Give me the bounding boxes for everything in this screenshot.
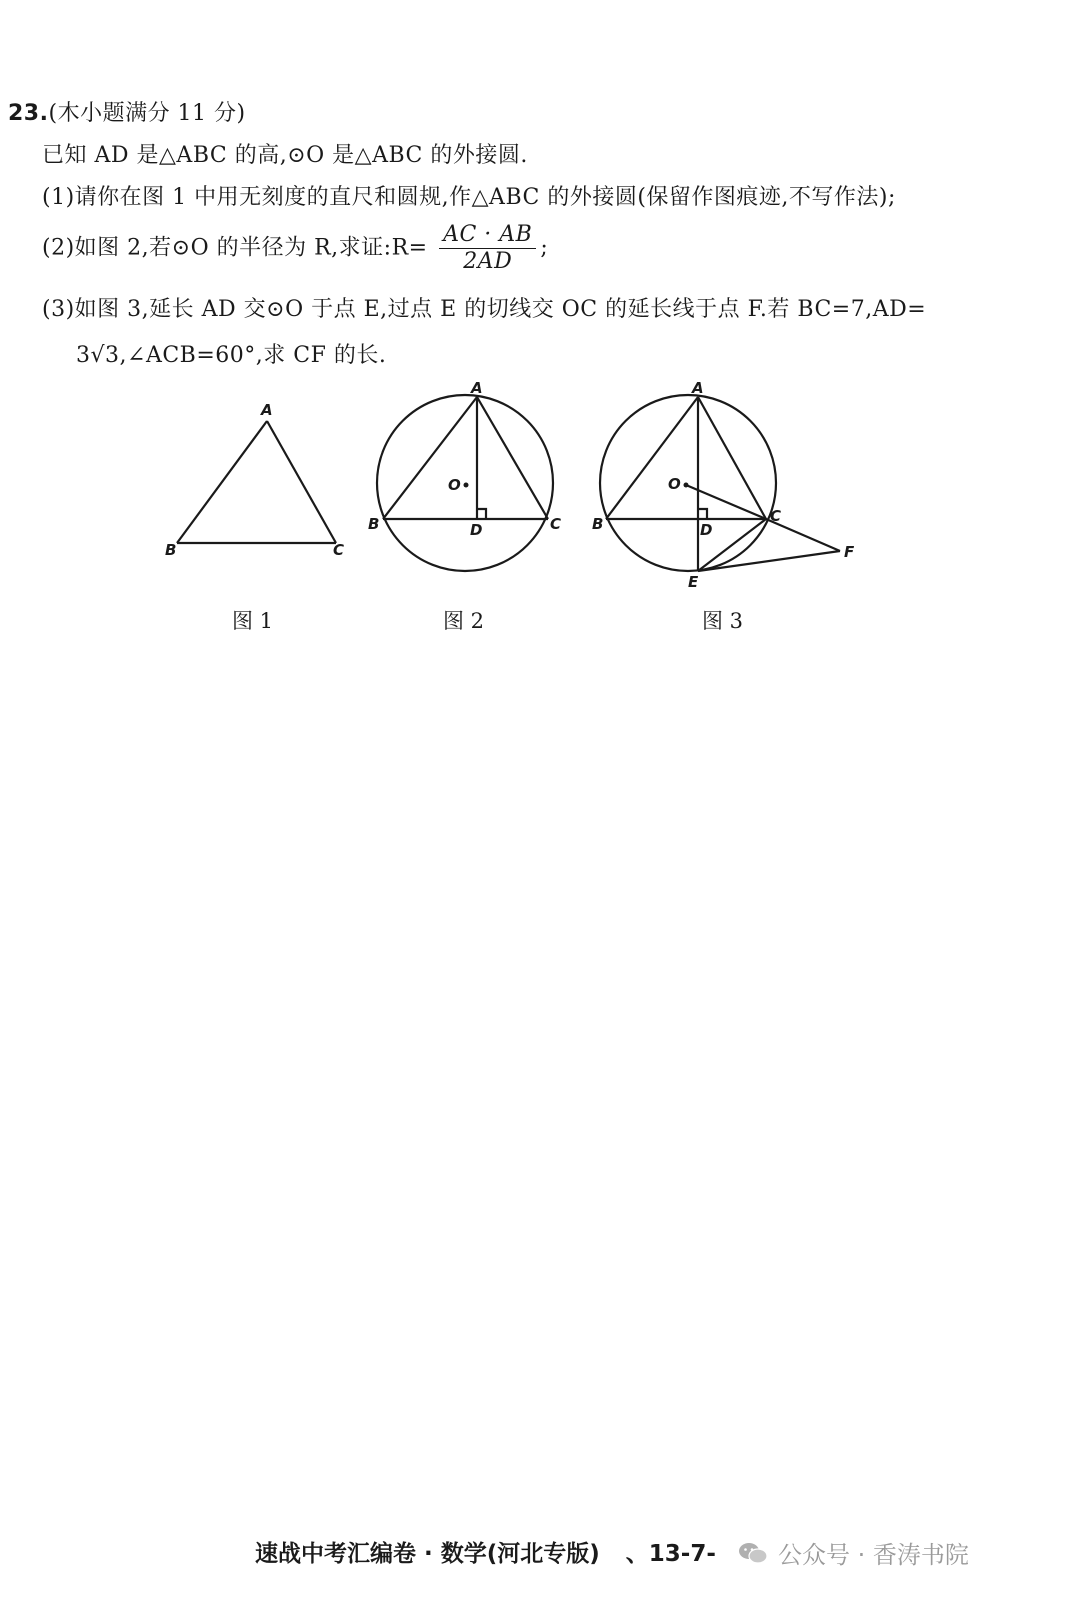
figure-3-diagram xyxy=(600,395,840,571)
fig2-label-c: C xyxy=(550,515,562,533)
footer-page-number: 、13-7- xyxy=(625,1541,716,1567)
fig3-label-o: O xyxy=(668,475,681,493)
question-intro: 已知 AD 是△ABC 的高,⊙O 是△ABC 的外接圆. xyxy=(42,143,528,168)
fig2-label-b: B xyxy=(368,515,380,533)
fig3-circumcircle xyxy=(600,395,776,571)
footer xyxy=(255,1535,716,1568)
fig1-label-b: B xyxy=(165,541,177,559)
question-number: 23. xyxy=(8,101,49,126)
figure-1-triangle xyxy=(177,421,336,543)
fig2-center-dot xyxy=(464,483,469,488)
fig2-label-o: O xyxy=(448,476,461,494)
fig1-label-a: A xyxy=(261,401,273,419)
question-part1: (1)请你在图 1 中用无刻度的直尺和圆规,作△ABC 的外接圆(保留作图痕迹,不写作法); xyxy=(42,185,896,210)
question-part3-line2: 3√3,∠ACB=60°,求 CF 的长. xyxy=(76,343,387,368)
figure-area xyxy=(0,375,1080,615)
question-part2 xyxy=(42,222,548,275)
question-header xyxy=(8,96,246,127)
question-part3-line1: (3)如图 3,延长 AD 交⊙O 于点 E,过点 E 的切线交 OC 的延长线于点 F.若 BC=7,AD= xyxy=(42,297,927,322)
figure-1-caption: 图 1 xyxy=(232,609,274,633)
part2-prefix: (2)如图 2,若⊙O 的半径为 R,求证:R= xyxy=(42,235,428,261)
figure-2-caption: 图 2 xyxy=(443,609,485,633)
fig3-label-d: D xyxy=(700,521,713,539)
fig3-label-c: C xyxy=(770,507,782,525)
fig3-center-dot xyxy=(684,483,689,488)
fig3-label-b: B xyxy=(592,515,604,533)
question-score: (木小题满分 11 分) xyxy=(48,101,246,126)
fig3-label-a: A xyxy=(692,379,704,397)
figure-3-caption: 图 3 xyxy=(702,609,744,633)
footer-book-title: 速战中考汇编卷 · 数学(河北专版) xyxy=(255,1541,600,1567)
fraction-denominator: 2AD xyxy=(463,249,513,274)
wechat-icon xyxy=(738,1542,768,1564)
watermark-text: 公众号 · 香涛书院 xyxy=(778,1541,969,1569)
fig3-label-e: E xyxy=(688,573,699,591)
fraction-numerator: AC · AB xyxy=(439,222,536,249)
fig2-label-d: D xyxy=(470,521,483,539)
fig3-label-f: F xyxy=(844,543,855,561)
part2-fraction xyxy=(439,222,536,275)
fig1-label-c: C xyxy=(333,541,345,559)
part2-suffix: ; xyxy=(540,235,549,261)
watermark xyxy=(738,1535,969,1570)
fig2-label-a: A xyxy=(471,379,483,397)
